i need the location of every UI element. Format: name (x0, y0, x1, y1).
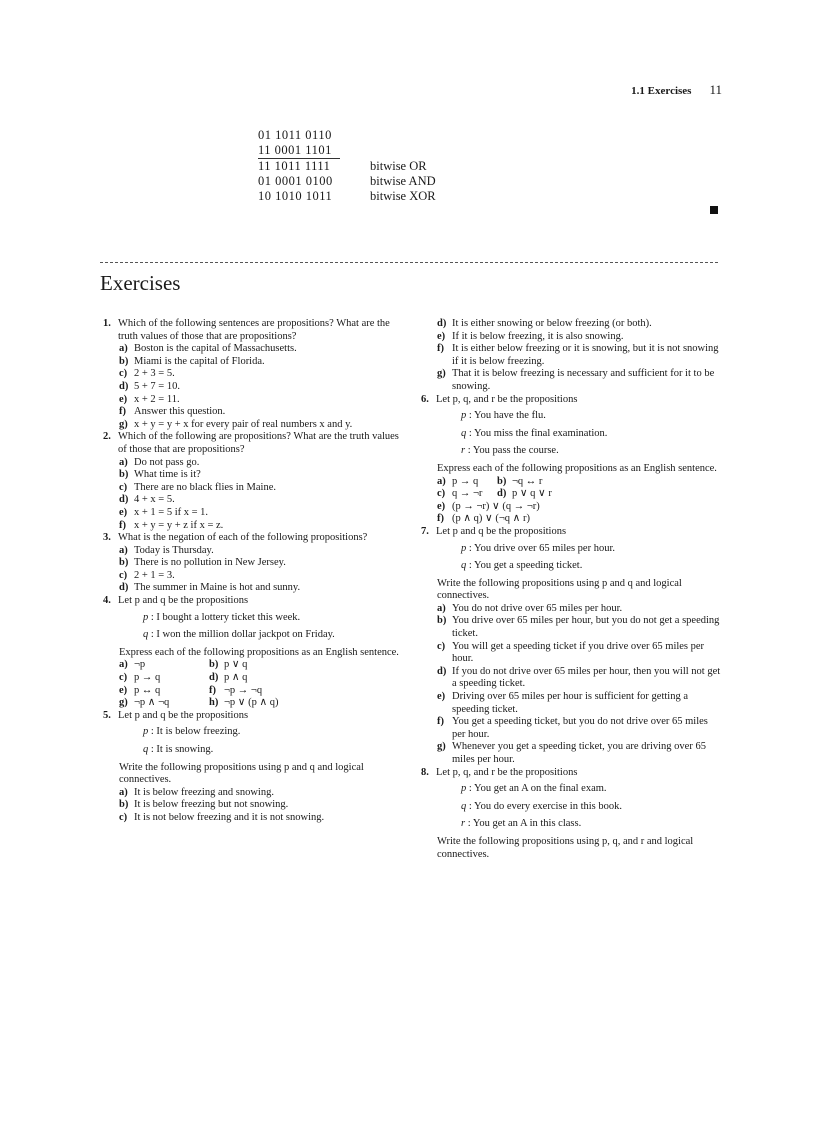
proposition-definitions: p : I bought a lottery ticket this week. q : I won the million dollar jackpot on Friday. (143, 611, 335, 641)
list-item: g) Whenever you get a speeding ticket, you are driving over 65 miles per hour. (437, 741, 706, 765)
list-item: h) ¬p ∨ (p ∧ q) (209, 697, 279, 709)
list-item: a) Today is Thursday. (119, 544, 214, 556)
expression-grid (421, 476, 723, 501)
list-item: c) It is not below freezing and it is not snowing. (119, 811, 325, 823)
section-divider (100, 262, 718, 263)
right-column (421, 318, 723, 861)
list-item: c) There are no black flies in Maine. (119, 481, 276, 493)
list-item: b) There is no pollution in New Jersey. (119, 557, 286, 569)
list-item: e) Driving over 65 miles per hour is sufficient for getting a speeding ticket. (437, 691, 689, 715)
list-item: d) It is either snowing or below freezing (or both). (437, 318, 652, 329)
proposition-definitions: p : You get an A on the final exam. q : You do every exercise in this book. r : You get an A in this class. (461, 783, 622, 830)
list-item: g) x + y = y + x for every pair of real numbers x and y. (119, 418, 353, 430)
exercise-2: 2. Which of the following are propositions? What are the truth values of those that are propositions? (103, 431, 399, 455)
list-item: e) p ↔ q (119, 684, 161, 696)
proposition-definitions: p : It is below freezing. q : It is snowing. (143, 726, 241, 755)
list-item: e) x + 2 = 11. (119, 393, 180, 405)
list-item: a) You do not drive over 65 miles per hour. (437, 602, 623, 614)
expression-grid (103, 659, 403, 709)
list-item: a) It is below freezing and snowing. (119, 786, 274, 798)
list-item: g) ¬p ∧ ¬q (119, 697, 170, 709)
list-item: b) ¬q ↔ r (497, 475, 543, 487)
instruction-text: Write the following propositions using p and q and logical connectives. (437, 577, 682, 602)
exercise-3: 3. What is the negation of each of the following propositions? (103, 532, 368, 544)
exercise-4: 4. Let p and q be the propositions (103, 595, 249, 607)
bitstring-row: 01 1011 0110 (258, 128, 332, 142)
list-item: d) p ∧ q (209, 672, 248, 684)
list-item: a) ¬p (119, 659, 146, 671)
list-item: f) (p ∧ q) ∨ (¬q ∧ r) (437, 513, 530, 525)
list-item: d) 5 + 7 = 10. (119, 380, 180, 392)
proposition-definitions: p : You drive over 65 miles per hour. q : You get a speeding ticket. (461, 542, 615, 572)
list-item: g) That it is below freezing is necessary and sufficient for it to be snowing. (437, 368, 715, 392)
exercises-heading: Exercises (100, 271, 181, 295)
list-item: b) You drive over 65 miles per hour, but you do not get a speeding ticket. (437, 615, 720, 640)
list-item: b) What time is it? (119, 469, 201, 481)
list-item: e) x + 1 = 5 if x = 1. (119, 506, 209, 518)
bitstring-row: 10 1010 1011 bitwise XOR (258, 189, 436, 203)
list-item: a) Do not pass go. (119, 456, 200, 468)
list-item: e) If it is below freezing, it is also snowing. (437, 330, 624, 342)
section-title: 1.1 Exercises (631, 85, 692, 97)
bitstring-example (258, 128, 436, 204)
left-column (103, 318, 403, 825)
list-item: a) Boston is the capital of Massachusetts. (119, 343, 297, 355)
list-item: c) q → ¬r (437, 488, 483, 500)
instruction-text: Write the following propositions using p and q and logical connectives. (119, 761, 364, 786)
list-item: a) p → q (437, 475, 479, 487)
bitstring-row: 11 1011 1111 bitwise OR (258, 159, 427, 173)
list-item: e) (p → ¬r) ∨ (q → ¬r) (437, 500, 540, 512)
running-header (631, 82, 722, 98)
list-item: d) p ∨ q ∨ r (497, 488, 552, 500)
list-item: f) Answer this question. (119, 406, 226, 418)
list-item: f) You get a speeding ticket, but you do not drive over 65 miles per hour. (437, 716, 708, 740)
list-item: b) Miami is the capital of Florida. (119, 355, 265, 367)
list-item: c) You will get a speeding ticket if you drive over 65 miles per hour. (437, 640, 705, 665)
page-number: 11 (709, 82, 722, 97)
list-item: b) p ∨ q (209, 659, 248, 671)
list-item: f) It is either below freezing or it is snowing, but it is not snowing if it is below freezing. (437, 343, 719, 367)
instruction-text: Write the following propositions using p, q, and r and logical connectives. (437, 835, 694, 860)
list-item: d) 4 + x = 5. (119, 494, 175, 506)
list-item: d) If you do not drive over 65 miles per hour, then you will not get a speeding ticket. (437, 665, 721, 690)
exercise-7: 7. Let p and q be the propositions (421, 525, 567, 537)
bitstring-row: 01 0001 0100 bitwise AND (258, 174, 436, 188)
list-item: f) ¬p → ¬q (209, 684, 263, 696)
exercise-8: 8. Let p, q, and r be the propositions (421, 766, 578, 778)
list-item: c) 2 + 3 = 5. (119, 368, 175, 380)
list-item: d) The summer in Maine is hot and sunny. (119, 582, 301, 594)
proposition-definitions: p : You have the flu. q : You miss the final examination. r : You pass the course. (461, 410, 608, 457)
list-item: b) It is below freezing but not snowing. (119, 799, 289, 811)
instruction-text: Express each of the following propositions as an English sentence. (437, 462, 717, 474)
instruction-text: Express each of the following propositions as an English sentence. (119, 646, 399, 658)
exercise-1: 1. Which of the following sentences are propositions? What are the truth values of those that are propositions? (103, 318, 390, 342)
exercise-5: 5. Let p and q be the propositions (103, 709, 249, 721)
list-item: c) p → q (119, 672, 161, 684)
list-item: c) 2 + 1 = 3. (119, 569, 175, 581)
list-item: f) x + y = y + z if x = z. (119, 519, 224, 531)
exercise-6: 6. Let p, q, and r be the propositions (421, 393, 578, 405)
end-of-proof-square (710, 206, 718, 214)
bitstring-row: 11 0001 1101 (258, 143, 436, 159)
